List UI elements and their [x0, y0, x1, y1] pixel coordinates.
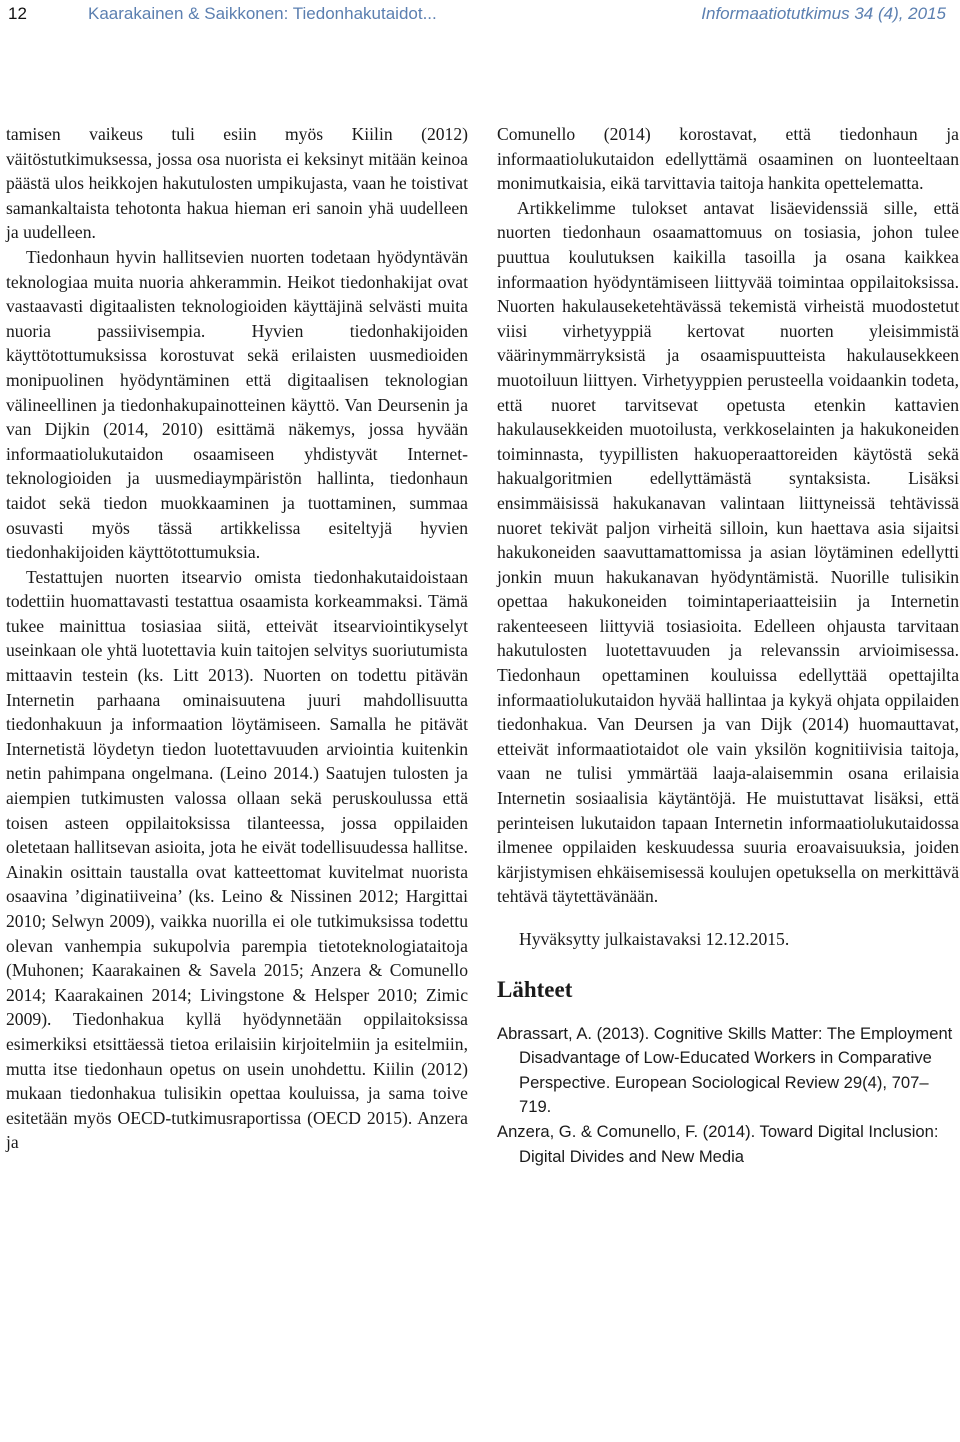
references-heading: Lähteet — [497, 976, 573, 1002]
paragraph: Tiedonhaun hyvin hallitsevien nuorten todetaan hyödyntävän teknologiaa muita nuoria ahkerammin. Heikot tiedonhakijat ovat vastaavasti digitaalisten teknologioiden käyttäjinä selvästi muita nuoria passiivisempia. Hyvien tiedonhakijoiden käyttötottumuksissa korostuvat sekä erilaisten uusmedioiden monipuolinen hyödyntäminen että digitaalisen teknologian välineellinen ja tiedonhakupainotteinen käyttö. Van Deursenin ja van Dijkin (2014, 2010) esittämä näkemys, jossa hyvään informaatiolukutaidon osaamiseen yhdistyvät Internet-teknologioiden ja uusmediaympäristön hallinta, tiedonhaun taidot sekä tiedon muokkaaminen ja tuottaminen, summaa osuvasti myös tässä artikkelissa esiteltyjä hyvien tiedonhakijoiden käyttötottumuksia. — [6, 246, 468, 563]
paragraph: Comunello (2014) korostavat, että tiedonhaun ja informaatiolukutaidon edellyttämä osaaminen on luonteeltaan monimutkaisia, eikä tarvittavia taitoja hankita opettelematta. — [497, 124, 959, 194]
running-header — [0, 0, 960, 30]
paragraph: Testattujen nuorten itsearvio omista tiedonhakutaidoistaan todettiin huomattavasti testattua osaamista korkeammaksi. Tämä tukee mainittua tosiasiaa siitä, etteivät itsearviointikyselyt useinkaan ole yhtä luotettavia kuin taitojen selvitys suoriutumista mittaavin testein (ks. Litt 2013). Nuorten on todettu pitävän Internetin parhaana ominaisuutena juuri mahdollisuutta tiedonhakuun ja informaation löytämiseen. Samalla he pitävät Internetistä löydetyn tiedon luotettavuuden arviointia kuitenkin netin pahimpana ongelmana. (Leino 2014.) Saatujen tulosten ja aiempien tutkimusten valossa ollaan sekä peruskoulussa että toisen asteen oppilaitoksissa tilanteessa, jossa oppilaiden oletetaan hallitsevan asioita, jota he eivät todellisuudessa hallitse. Ainakin osittain taustalla ovat katteettomat kuvitelmat nuorista osaavina ’diginatiiveina’ (ks. Leino & Nissinen 2012; Hargittai 2010; Selwyn 2009), vaikka nuorilla ei ole tutkimuksissa todettu olevan vanhempia sukupolvia parempia tietoteknologiataitoja (Muhonen; Kaarakainen & Savela 2015; Anzera & Comunello 2014; Kaarakainen 2014; Livingstone & Helsper 2010; Zimic 2009). Tiedonhakua kyllä hyödynnetään oppilaitoksissa esimerkiksi etsittäessä tietoa erilaisiin kirjoitelmiin ja esitelmiin, mutta itse tiedonhaun opetus on usein unohdettu. Kiilin (2012) mukaan tiedonhakua tulisikin opettaa kouluissa, ja sama toive esitetään myös OECD-tutkimusraportissa (OECD 2015). Anzera ja — [6, 566, 468, 1153]
left-column — [6, 122, 468, 1155]
reference-item: Abrassart, A. (2013). Cognitive Skills Matter: The Employment Disadvantage of Low-Educated Workers in Comparative Perspective. European Sociological Review 29(4), 707–719. — [497, 1023, 953, 1117]
reference-item: Anzera, G. & Comunello, F. (2014). Toward Digital Inclusion: Digital Divides and New Media — [497, 1121, 939, 1166]
page-number: 12 — [8, 4, 27, 23]
right-column — [497, 122, 959, 1169]
paragraph: tamisen vaikeus tuli esiin myös Kiilin (2012) väitöstutkimuksessa, jossa osa nuorista ei keksinyt mitään keinoa päästä ulos heikkojen hakutulosten umpikujasta, vaan he toistivat samankaltaista tehotonta hakua hieman eri sanoin yhä uudelleen ja uudelleen. — [6, 124, 468, 243]
references-list — [497, 1022, 959, 1170]
paragraph: Artikkelimme tulokset antavat lisäevidenssiä sille, että nuorten tiedonhaun osaamattomuus on tosiasia, johon tulee puuttua koulutuksen kaikilla tasoilla ja osana kaikkea informaation hyödyntämiseen liittyvää toimintaa oppilaitoksissa. Nuorten hakulauseketehtävässä tekemistä virheistä muodostetut viisi virhetyyppiä kertovat nuorten yleisimmistä väärinymmärryksistä ja osaamispuutteista hakulausekkeen muotoiluun liittyen. Virhetyyppien perusteella voidaankin todeta, että nuoret tarvitsevat opetusta etenkin kattavien hakulausekkeiden muotoilusta, verkkoselainten ja hakukoneiden toiminnasta, tyypillisten hakuoperaattoreiden käytöstä sekä hakualgoritmien edellyttämästä syntaksista. Lisäksi ensimmäisissä hakukanavan valintaan liittyneissä tehtävissä nuoret tekivät paljon virheitä silloin, kun haettava asia sijaitsi hakukoneiden saavuttamattomissa ja asian löytäminen edellytti jonkin muun hakukanavan hyödyntämistä. Nuorille tulisikin opettaa hakukoneiden toimintaperiaatteisiin ja Internetin rakenteeseen liittyviä tosiasioita. Edelleen ohjausta tarvitaan hakutulosten luotettavuuden ja relevanssin arvioimisessa. Tiedonhaun opettaminen kouluissa edellyttää opettajilta informaatiolukutaidon hyvää hallintaa ja kykyä ohjata oppilaiden tiedonhakua. Van Deursen ja van Dijk (2014) huomauttavat, etteivät informaatiotaidot ole vain yksilön kognitiivisia taitoja, vaan ne tulisi ymmärtää laaja-alaisemmin osana erilaisia Internetin sosiaalisia käytäntöjä. He muistuttavat lisäksi, että perinteisen lukutaidon tapaan Internetin informaatiolukutaidossa ilmenee oppilaiden keskuudessa suuria eroavaisuuksia, joiden kärjistymisen ehkäisemisessä koulujen opetuksella on merkittävä tehtävä täytettävänään. — [497, 197, 959, 907]
running-title-left: Kaarakainen & Saikkonen: Tiedonhakutaidot... — [88, 4, 437, 23]
running-title-right: Informaatiotutkimus 34 (4), 2015 — [701, 4, 946, 23]
acceptance-date: Hyväksytty julkaistavaksi 12.12.2015. — [519, 929, 790, 949]
